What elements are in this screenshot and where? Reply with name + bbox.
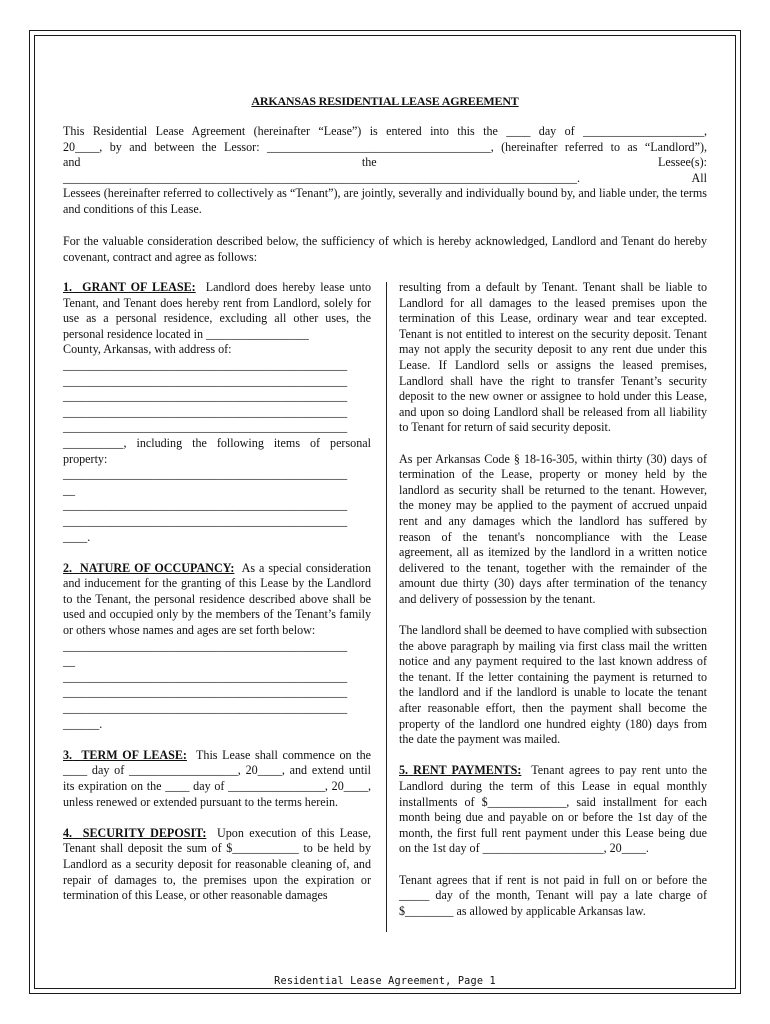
personal-property-intro: __________, including the following items of personal	[63, 435, 371, 450]
section-3-number: 3.	[63, 747, 73, 762]
section-5-text: Tenant agrees to pay rent unto the Landlord during the term of this Lease in equal monthly installments of $_____________, said installment for each month being due and payable on or before the 1st day of the month, the first full rent payment under this Lease being due on the 1st day of ____________________, 20____.	[399, 763, 707, 856]
column-divider	[386, 282, 387, 932]
intro-line-2: 20____, by and between the Lessor: _____________________________________, (hereinafter referred to as “Landlord”),	[63, 139, 707, 154]
address-blank-4: _______________________________________________	[63, 404, 348, 419]
security-deposit-continued: resulting from a default by Tenant. Tenant shall be liable to Landlord for all damages to the leased premises upon the termination of this Lease, ordinary wear and tear excepted. Tenant is not entitled to interest on the security deposit. Tenant may not apply the security deposit to any rent due under this Lease. If Landlord sells or assigns the leased premises, Landlord shall have the right to transfer Tenant’s security deposit to the new owner or assignee to hold under this Lease, and upon so doing Landlord shall be released from all liability to Tenant for return of said security deposit.	[399, 280, 707, 435]
page-footer: Residential Lease Agreement, Page 1	[274, 976, 496, 987]
section-2-number: 2.	[63, 560, 73, 575]
left-column	[63, 280, 371, 904]
section-5-title: RENT PAYMENTS:	[413, 763, 522, 778]
occupant-blank-1: _______________________________________________	[63, 638, 348, 653]
late-charge-paragraph: Tenant agrees that if rent is not paid in full on or before the _____ day of the month, Tenant will pay a late charge of $________ as allowed by applicable Arkansas law.	[399, 872, 707, 918]
intro-the: the	[361, 155, 377, 170]
section-2-heading	[63, 561, 234, 575]
section-1-title: GRANT OF LEASE:	[82, 280, 196, 294]
property-label: property:	[63, 451, 108, 466]
section-4-text: Upon execution of this Lease, Tenant shall deposit the sum of $___________ to be held by Landlord as a security deposit for reasonable cleaning of, and repair of damages to, the premises upon the expiration or termination of this Lease, or other reasonable damages	[63, 825, 372, 903]
right-column	[399, 280, 707, 919]
section-1-heading	[63, 280, 196, 294]
arkansas-code-paragraph: As per Arkansas Code § 18-16-305, within thirty (30) days of termination of the Lease, property or money held by the landlord as security shall be returned to the tenant. However, the money may be applied to the payment of accrued unpaid rent and any damages which the landlord has suffered by reason of the tenant's noncompliance with the Lease agreement, all as itemized by the landlord in a written notice delivered to the tenant, together with the remainder of the amount due thirty (30) days after termination of the tenancy and delivery of possession by the tenant.	[399, 451, 707, 606]
section-2-text: As a special consideration and inducement for the granting of this Lease by the Landlord to the Tenant, the personal residence described above shall be used and occupied only by the members of the Tenant’s family or others whose names and ages are set forth below:	[63, 560, 372, 638]
section-4-security-deposit	[63, 826, 371, 904]
section-3-title: TERM OF LEASE:	[81, 747, 187, 762]
section-4-title: SECURITY DEPOSIT:	[82, 825, 207, 840]
section-1-county: County, Arkansas, with address of:	[63, 342, 232, 357]
occupant-blank-2: __	[63, 654, 76, 669]
property-blank-4: _______________________________________________	[63, 513, 348, 528]
intro-line-5: Lessees (hereinafter referred to collectively as “Tenant”), are jointly, severally and individually bound by, and liable under, the terms and conditions of this Lease.	[63, 186, 707, 216]
consideration-paragraph: For the valuable consideration described below, the sufficiency of which is hereby acknowledged, Landlord and Tenant do hereby covenant, contract and agree as follows:	[63, 234, 707, 264]
occupant-blank-4: _______________________________________________	[63, 685, 348, 700]
section-1-text: Landlord does hereby lease unto Tenant, and Tenant does hereby rent from Landlord, solely for use as a personal residence, excluding all other uses, the personal residence located in _________________	[63, 280, 372, 341]
intro-line-4: _____________________________________________________________________________________. All	[63, 170, 707, 185]
intro-line-3	[63, 155, 707, 171]
address-blank-2: _______________________________________________	[63, 373, 348, 388]
section-2-nature-of-occupancy	[63, 561, 371, 639]
occupant-blank-3: _______________________________________________	[63, 669, 348, 684]
section-5-number: 5.	[399, 763, 409, 778]
intro-line-1: This Residential Lease Agreement (hereinafter “Lease”) is entered into this the ____ day of ____________________,	[63, 124, 707, 138]
property-blank-5: ____.	[63, 529, 91, 544]
occupant-blank-5: _______________________________________________	[63, 701, 348, 716]
address-blank-5: _______________________________________________	[63, 420, 348, 435]
section-3-heading	[63, 748, 187, 762]
section-2-title: NATURE OF OCCUPANCY:	[79, 560, 235, 575]
document-title: ARKANSAS RESIDENTIAL LEASE AGREEMENT	[251, 94, 519, 108]
property-blank-1: _______________________________________________	[63, 467, 348, 482]
property-blank-3: _______________________________________________	[63, 498, 348, 513]
section-3-term-of-lease	[63, 748, 371, 810]
property-blank-2: __	[63, 482, 76, 497]
section-4-heading	[63, 826, 206, 840]
intro-paragraph	[63, 124, 707, 218]
section-4-number: 4.	[63, 825, 73, 840]
section-5-rent-payments	[399, 763, 707, 857]
occupant-blank-6: ______.	[63, 716, 103, 731]
section-5-heading	[399, 763, 521, 777]
address-blank-1: _______________________________________________	[63, 357, 348, 372]
section-1-grant-of-lease	[63, 280, 371, 342]
section-1-number: 1.	[63, 280, 73, 294]
address-blank-3: _______________________________________________	[63, 389, 348, 404]
section-3-text: This Lease shall commence on the ____ day of __________________, 20____, and extend until its expiration on the ____ day of ________________, 20____, unless renewed or extended pursuant to the terms herein.	[63, 747, 371, 809]
intro-lessees: Lessee(s):	[657, 155, 707, 170]
landlord-compliance-paragraph: The landlord shall be deemed to have complied with subsection the above paragraph by mailing via first class mail the written notice and any payment required to the last known address of the tenant. If the letter containing the payment is returned to the landlord and if the landlord is unable to locate the tenant after reasonable effort, then the payment shall become the property of the landlord one hundred eighty (180) days from the date the payment was mailed.	[399, 623, 707, 747]
intro-and: and	[63, 155, 81, 170]
